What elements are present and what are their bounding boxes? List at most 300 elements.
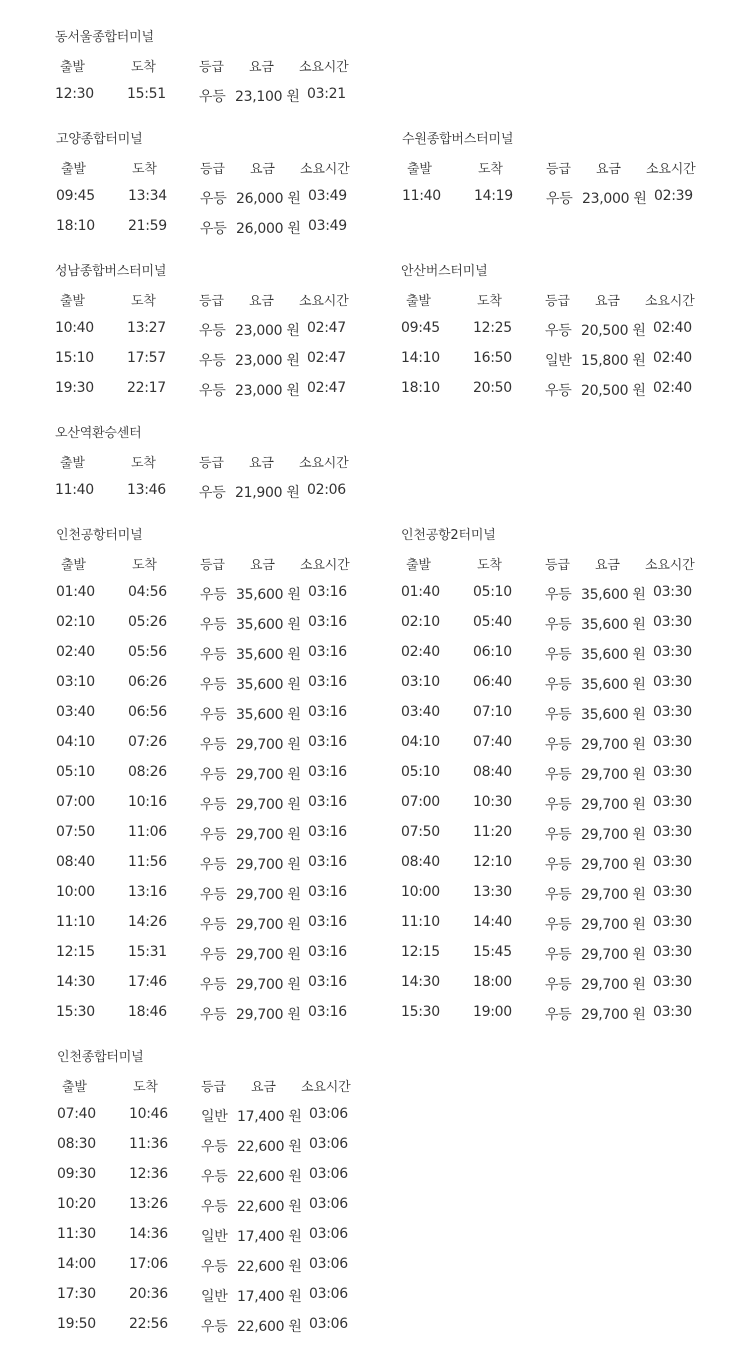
arrival-time: 13:46 [127, 482, 166, 498]
terminal-block [55, 422, 385, 512]
departure-time: 10:20 [57, 1196, 96, 1212]
arrival-time: 05:10 [473, 584, 512, 600]
duration: 03:16 [308, 764, 347, 780]
arrival-time: 05:26 [128, 614, 167, 630]
duration: 03:16 [308, 854, 347, 870]
departure-time: 07:50 [401, 824, 440, 840]
table-row [57, 1136, 387, 1166]
bus-grade: 우등 [201, 1139, 228, 1155]
departure-time: 14:30 [56, 974, 95, 990]
header-departure: 출발 [61, 558, 86, 573]
header-fare: 요금 [249, 60, 274, 75]
arrival-time: 15:31 [128, 944, 167, 960]
table-row [56, 944, 386, 974]
header-departure: 출발 [60, 294, 85, 309]
arrival-time: 14:40 [473, 914, 512, 930]
bus-grade: 우등 [200, 887, 227, 903]
fare: 23,000 원 [582, 191, 647, 207]
fare: 29,700 원 [581, 887, 646, 903]
arrival-time: 13:34 [128, 188, 167, 204]
table-row [56, 914, 386, 944]
header-duration: 소요시간 [299, 456, 349, 471]
duration: 03:30 [653, 974, 692, 990]
arrival-time: 13:16 [128, 884, 167, 900]
fare: 35,600 원 [581, 587, 646, 603]
departure-time: 02:40 [56, 644, 95, 660]
bus-grade: 우등 [201, 1319, 228, 1335]
bus-grade: 우등 [201, 1169, 228, 1185]
duration: 02:40 [653, 380, 692, 396]
fare: 29,700 원 [581, 917, 646, 933]
header-arrival: 도착 [132, 558, 157, 573]
header-grade: 등급 [199, 294, 224, 309]
table-row [401, 914, 731, 944]
header-duration: 소요시간 [301, 1080, 351, 1095]
table-row [55, 350, 385, 380]
duration: 03:16 [308, 704, 347, 720]
departure-time: 15:30 [56, 1004, 95, 1020]
bus-grade: 우등 [545, 977, 572, 993]
bus-grade: 우등 [201, 1199, 228, 1215]
departure-time: 01:40 [401, 584, 440, 600]
fare: 17,400 원 [237, 1109, 302, 1125]
header-departure: 출발 [407, 162, 432, 177]
table-row [56, 614, 386, 644]
table-row [56, 188, 386, 218]
duration: 03:16 [308, 1004, 347, 1020]
bus-grade: 우등 [545, 647, 572, 663]
bus-grade: 우등 [200, 947, 227, 963]
table-row [56, 674, 386, 704]
duration: 03:16 [308, 644, 347, 660]
duration: 03:30 [653, 674, 692, 690]
bus-grade: 우등 [545, 947, 572, 963]
header-arrival: 도착 [477, 558, 502, 573]
arrival-time: 14:26 [128, 914, 167, 930]
bus-grade: 우등 [199, 89, 226, 105]
table-header [56, 158, 386, 188]
departure-time: 15:30 [401, 1004, 440, 1020]
arrival-time: 10:16 [128, 794, 167, 810]
duration: 03:16 [308, 944, 347, 960]
table-row [401, 734, 731, 764]
table-row [402, 188, 732, 218]
header-departure: 출발 [406, 294, 431, 309]
table-row [56, 974, 386, 1004]
header-grade: 등급 [199, 60, 224, 75]
bus-grade: 일반 [201, 1109, 228, 1125]
bus-grade: 우등 [199, 353, 226, 369]
table-row [401, 824, 731, 854]
fare: 26,000 원 [236, 221, 301, 237]
bus-grade: 우등 [200, 1007, 227, 1023]
fare: 20,500 원 [581, 323, 646, 339]
terminal-block [402, 128, 732, 218]
duration: 03:06 [309, 1166, 348, 1182]
table-row [56, 1004, 386, 1034]
bus-grade: 우등 [545, 323, 572, 339]
table-row [401, 944, 731, 974]
header-departure: 출발 [61, 162, 86, 177]
bus-grade: 우등 [546, 191, 573, 207]
departure-time: 05:10 [56, 764, 95, 780]
terminal-block [55, 26, 385, 116]
departure-time: 18:10 [401, 380, 440, 396]
header-duration: 소요시간 [300, 558, 350, 573]
departure-time: 10:00 [56, 884, 95, 900]
duration: 03:49 [308, 188, 347, 204]
fare: 23,000 원 [235, 353, 300, 369]
duration: 03:30 [653, 1004, 692, 1020]
bus-grade: 우등 [200, 587, 227, 603]
fare: 29,700 원 [236, 917, 301, 933]
bus-grade: 우등 [545, 827, 572, 843]
table-row [57, 1226, 387, 1256]
table-row [56, 734, 386, 764]
bus-grade: 우등 [545, 1007, 572, 1023]
duration: 03:06 [309, 1286, 348, 1302]
table-row [56, 218, 386, 248]
table-row [401, 584, 731, 614]
departure-time: 19:50 [57, 1316, 96, 1332]
departure-time: 03:10 [56, 674, 95, 690]
duration: 02:40 [653, 350, 692, 366]
fare: 15,800 원 [581, 353, 646, 369]
fare: 26,000 원 [236, 191, 301, 207]
bus-grade: 우등 [545, 767, 572, 783]
fare: 29,700 원 [236, 887, 301, 903]
table-header [56, 554, 386, 584]
fare: 23,100 원 [235, 89, 300, 105]
departure-time: 09:45 [56, 188, 95, 204]
duration: 02:47 [307, 350, 346, 366]
arrival-time: 07:40 [473, 734, 512, 750]
duration: 03:21 [307, 86, 346, 102]
arrival-time: 20:36 [129, 1286, 168, 1302]
bus-grade: 우등 [200, 977, 227, 993]
terminal-name: 인천종합터미널 [57, 1050, 144, 1065]
fare: 35,600 원 [236, 707, 301, 723]
duration: 03:16 [308, 614, 347, 630]
departure-time: 11:40 [402, 188, 441, 204]
header-arrival: 도착 [478, 162, 503, 177]
table-row [57, 1316, 387, 1346]
departure-time: 03:40 [56, 704, 95, 720]
departure-time: 08:30 [57, 1136, 96, 1152]
bus-grade: 우등 [200, 737, 227, 753]
departure-time: 12:15 [56, 944, 95, 960]
header-duration: 소요시간 [299, 294, 349, 309]
departure-time: 01:40 [56, 584, 95, 600]
bus-grade: 일반 [201, 1229, 228, 1245]
duration: 03:06 [309, 1256, 348, 1272]
fare: 17,400 원 [237, 1229, 302, 1245]
departure-time: 02:10 [56, 614, 95, 630]
fare: 29,700 원 [581, 737, 646, 753]
table-row [55, 86, 385, 116]
departure-time: 17:30 [57, 1286, 96, 1302]
fare: 29,700 원 [236, 977, 301, 993]
fare: 29,700 원 [236, 857, 301, 873]
header-fare: 요금 [596, 162, 621, 177]
arrival-time: 18:00 [473, 974, 512, 990]
header-departure: 출발 [60, 60, 85, 75]
departure-time: 19:30 [55, 380, 94, 396]
bus-grade: 우등 [545, 383, 572, 399]
header-fare: 요금 [595, 294, 620, 309]
terminal-name: 동서울종합터미널 [55, 30, 154, 45]
header-fare: 요금 [251, 1080, 276, 1095]
bus-grade: 우등 [200, 677, 227, 693]
bus-grade: 우등 [545, 617, 572, 633]
bus-grade: 우등 [545, 857, 572, 873]
duration: 02:06 [307, 482, 346, 498]
table-row [401, 974, 731, 1004]
bus-grade: 우등 [545, 887, 572, 903]
duration: 03:16 [308, 824, 347, 840]
table-row [56, 764, 386, 794]
arrival-time: 12:10 [473, 854, 512, 870]
departure-time: 05:10 [401, 764, 440, 780]
table-row [401, 704, 731, 734]
terminal-block [55, 260, 385, 410]
arrival-time: 17:57 [127, 350, 166, 366]
duration: 03:30 [653, 914, 692, 930]
bus-grade: 우등 [200, 917, 227, 933]
header-arrival: 도착 [131, 456, 156, 471]
arrival-time: 13:30 [473, 884, 512, 900]
table-row [401, 644, 731, 674]
arrival-time: 12:36 [129, 1166, 168, 1182]
header-departure: 출발 [406, 558, 431, 573]
duration: 03:30 [653, 734, 692, 750]
table-row [57, 1106, 387, 1136]
arrival-time: 17:46 [128, 974, 167, 990]
table-row [57, 1166, 387, 1196]
duration: 03:06 [309, 1316, 348, 1332]
departure-time: 02:40 [401, 644, 440, 660]
duration: 03:06 [309, 1226, 348, 1242]
duration: 03:30 [653, 704, 692, 720]
fare: 23,000 원 [235, 323, 300, 339]
bus-grade: 우등 [545, 677, 572, 693]
arrival-time: 22:56 [129, 1316, 168, 1332]
duration: 03:30 [653, 584, 692, 600]
fare: 22,600 원 [237, 1199, 302, 1215]
departure-time: 08:40 [56, 854, 95, 870]
arrival-time: 16:50 [473, 350, 512, 366]
table-row [56, 584, 386, 614]
departure-time: 14:30 [401, 974, 440, 990]
departure-time: 10:40 [55, 320, 94, 336]
departure-time: 12:15 [401, 944, 440, 960]
departure-time: 07:00 [401, 794, 440, 810]
terminal-name: 성남종합버스터미널 [55, 264, 167, 279]
terminal-name: 고양종합터미널 [56, 132, 143, 147]
terminal-block [56, 128, 386, 248]
arrival-time: 12:25 [473, 320, 512, 336]
arrival-time: 06:10 [473, 644, 512, 660]
arrival-time: 10:46 [129, 1106, 168, 1122]
bus-grade: 일반 [201, 1289, 228, 1305]
header-arrival: 도착 [131, 60, 156, 75]
arrival-time: 17:06 [129, 1256, 168, 1272]
fare: 29,700 원 [236, 947, 301, 963]
arrival-time: 05:56 [128, 644, 167, 660]
arrival-time: 15:51 [127, 86, 166, 102]
bus-grade: 우등 [200, 827, 227, 843]
table-row [57, 1196, 387, 1226]
table-row [401, 350, 731, 380]
arrival-time: 11:36 [129, 1136, 168, 1152]
fare: 29,700 원 [236, 737, 301, 753]
terminal-name: 안산버스터미널 [401, 264, 488, 279]
bus-grade: 우등 [200, 707, 227, 723]
departure-time: 08:40 [401, 854, 440, 870]
bus-grade: 우등 [545, 797, 572, 813]
duration: 03:06 [309, 1106, 348, 1122]
table-row [401, 1004, 731, 1034]
table-row [56, 854, 386, 884]
bus-grade: 우등 [200, 191, 227, 207]
bus-grade: 우등 [545, 917, 572, 933]
header-duration: 소요시간 [645, 558, 695, 573]
fare: 17,400 원 [237, 1289, 302, 1305]
arrival-time: 10:30 [473, 794, 512, 810]
departure-time: 15:10 [55, 350, 94, 366]
arrival-time: 21:59 [128, 218, 167, 234]
duration: 03:16 [308, 974, 347, 990]
duration: 03:30 [653, 614, 692, 630]
table-row [55, 320, 385, 350]
duration: 03:06 [309, 1136, 348, 1152]
table-row [55, 482, 385, 512]
bus-grade: 일반 [545, 353, 572, 369]
duration: 03:16 [308, 884, 347, 900]
fare: 29,700 원 [581, 1007, 646, 1023]
departure-time: 09:45 [401, 320, 440, 336]
header-grade: 등급 [545, 558, 570, 573]
fare: 29,700 원 [236, 1007, 301, 1023]
departure-time: 03:40 [401, 704, 440, 720]
header-fare: 요금 [249, 294, 274, 309]
arrival-time: 06:56 [128, 704, 167, 720]
duration: 02:47 [307, 380, 346, 396]
fare: 29,700 원 [581, 827, 646, 843]
terminal-name: 오산역환승센터 [55, 426, 142, 441]
bus-grade: 우등 [200, 647, 227, 663]
arrival-time: 20:50 [473, 380, 512, 396]
arrival-time: 22:17 [127, 380, 166, 396]
departure-time: 11:40 [55, 482, 94, 498]
arrival-time: 19:00 [473, 1004, 512, 1020]
header-duration: 소요시간 [300, 162, 350, 177]
arrival-time: 06:40 [473, 674, 512, 690]
arrival-time: 13:27 [127, 320, 166, 336]
table-row [401, 884, 731, 914]
fare: 35,600 원 [236, 647, 301, 663]
table-row [401, 854, 731, 884]
table-header [55, 56, 385, 86]
departure-time: 14:10 [401, 350, 440, 366]
duration: 03:30 [653, 944, 692, 960]
departure-time: 12:30 [55, 86, 94, 102]
bus-grade: 우등 [199, 383, 226, 399]
arrival-time: 11:20 [473, 824, 512, 840]
table-row [56, 794, 386, 824]
duration: 03:16 [308, 584, 347, 600]
fare: 35,600 원 [581, 707, 646, 723]
duration: 03:16 [308, 674, 347, 690]
bus-grade: 우등 [200, 797, 227, 813]
table-header [401, 290, 731, 320]
arrival-time: 08:26 [128, 764, 167, 780]
duration: 02:47 [307, 320, 346, 336]
header-arrival: 도착 [133, 1080, 158, 1095]
bus-grade: 우등 [545, 737, 572, 753]
fare: 35,600 원 [581, 677, 646, 693]
departure-time: 04:10 [56, 734, 95, 750]
terminal-block [401, 260, 731, 410]
duration: 03:30 [653, 764, 692, 780]
bus-grade: 우등 [200, 857, 227, 873]
table-header [57, 1076, 387, 1106]
arrival-time: 18:46 [128, 1004, 167, 1020]
arrival-time: 07:26 [128, 734, 167, 750]
header-grade: 등급 [201, 1080, 226, 1095]
bus-grade: 우등 [200, 617, 227, 633]
header-grade: 등급 [545, 294, 570, 309]
fare: 20,500 원 [581, 383, 646, 399]
fare: 22,600 원 [237, 1169, 302, 1185]
arrival-time: 05:40 [473, 614, 512, 630]
departure-time: 09:30 [57, 1166, 96, 1182]
arrival-time: 11:56 [128, 854, 167, 870]
departure-time: 07:40 [57, 1106, 96, 1122]
duration: 03:49 [308, 218, 347, 234]
header-duration: 소요시간 [646, 162, 696, 177]
header-fare: 요금 [250, 558, 275, 573]
fare: 29,700 원 [236, 827, 301, 843]
fare: 35,600 원 [581, 647, 646, 663]
terminal-name: 수원종합버스터미널 [402, 132, 514, 147]
table-row [56, 884, 386, 914]
arrival-time: 08:40 [473, 764, 512, 780]
header-duration: 소요시간 [299, 60, 349, 75]
arrival-time: 14:36 [129, 1226, 168, 1242]
header-fare: 요금 [249, 456, 274, 471]
fare: 35,600 원 [581, 617, 646, 633]
header-grade: 등급 [546, 162, 571, 177]
terminal-block [401, 524, 731, 1034]
duration: 02:39 [654, 188, 693, 204]
duration: 03:30 [653, 644, 692, 660]
departure-time: 11:30 [57, 1226, 96, 1242]
terminal-name: 인천공항터미널 [56, 528, 143, 543]
departure-time: 18:10 [56, 218, 95, 234]
terminal-block [56, 524, 386, 1034]
departure-time: 11:10 [56, 914, 95, 930]
bus-grade: 우등 [545, 707, 572, 723]
departure-time: 03:10 [401, 674, 440, 690]
header-grade: 등급 [199, 456, 224, 471]
arrival-time: 13:26 [129, 1196, 168, 1212]
fare: 35,600 원 [236, 617, 301, 633]
fare: 22,600 원 [237, 1319, 302, 1335]
duration: 03:16 [308, 734, 347, 750]
duration: 03:30 [653, 884, 692, 900]
header-arrival: 도착 [132, 162, 157, 177]
